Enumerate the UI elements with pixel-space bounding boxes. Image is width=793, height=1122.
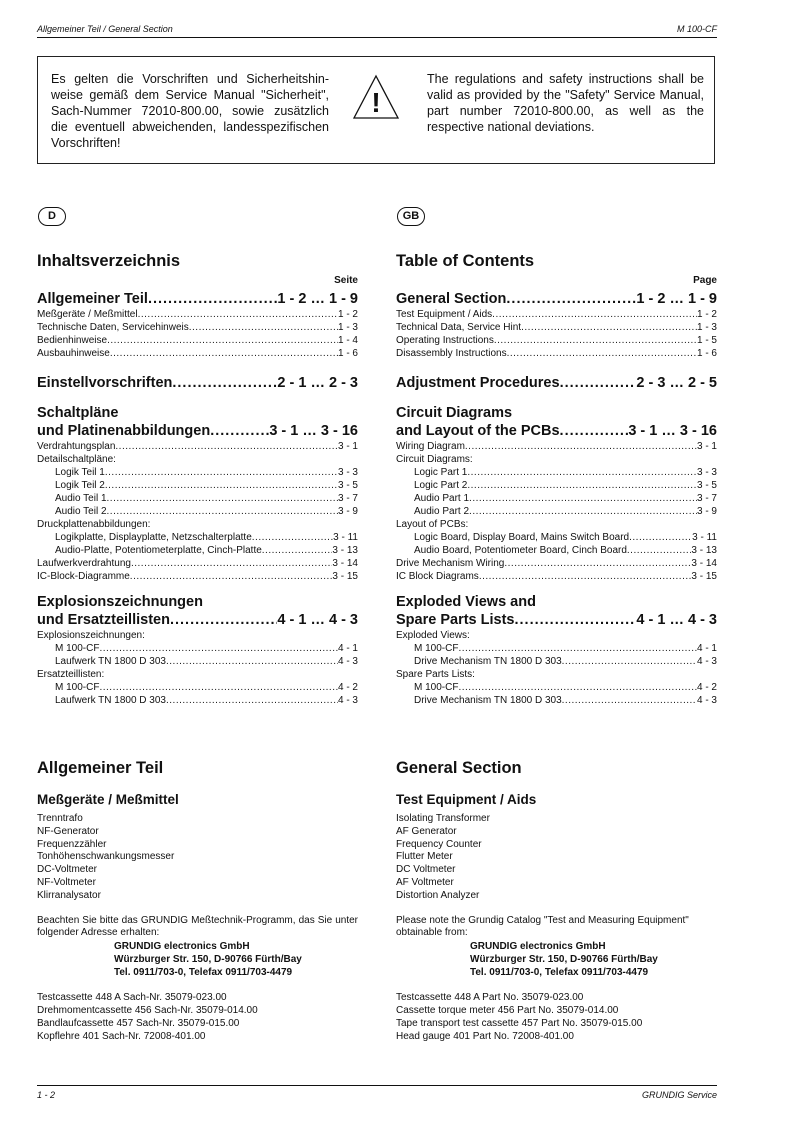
list-item: DC Voltmeter xyxy=(396,864,456,876)
footer-brand: GRUNDIG Service xyxy=(641,1090,717,1100)
toc-entry[interactable]: Audio Part 1 ..... 3 - 7 xyxy=(396,492,717,505)
toc-entry[interactable]: M 100-CF ..... 4 - 1 xyxy=(37,642,358,655)
toc-section-title: Exploded Views and xyxy=(396,594,536,610)
toc-section-title: Explosionszeichnungen xyxy=(37,594,203,610)
toc-section[interactable]: Spare Parts Lists ..... 4 - 1 … 4 - 3 xyxy=(396,611,717,629)
svg-text:!: ! xyxy=(371,87,381,118)
page-column-label: Page xyxy=(693,275,717,286)
toc-entry[interactable]: Technische Daten, Servicehinweis ..... 1 - 3 xyxy=(37,321,358,334)
toc-entry[interactable]: Audio Teil 2 ..... 3 - 9 xyxy=(37,505,358,518)
safety-text-de: Es gelten die Vorschriften und Sicherheitshinweise gemäß dem Service Manual "Sicherheit", Sach-Nummer 72010-800.00, sowie zusätzlich die eventuell abweichenden, landesspezifischen Vorschriften! xyxy=(51,72,329,150)
page-column-label: Seite xyxy=(334,275,358,286)
toc-category: Exploded Views: xyxy=(396,630,470,641)
list-item: Kopflehre 401 Sach-Nr. 72008-401.00 xyxy=(37,1030,206,1042)
toc-entry[interactable]: M 100-CF ..... 4 - 2 xyxy=(37,681,358,694)
toc-entry[interactable]: Operating Instructions ..... 1 - 5 xyxy=(396,334,717,347)
toc-title: Inhaltsverzeichnis xyxy=(37,252,181,270)
list-item: Testcassette 448 A Sach-Nr. 35079-023.00 xyxy=(37,992,227,1004)
general-section-en xyxy=(396,759,717,1043)
toc-entry[interactable]: Audio Teil 1 ..... 3 - 7 xyxy=(37,492,358,505)
toc-section[interactable]: Adjustment Procedures ..... 2 - 3 … 2 - 5 xyxy=(396,374,717,392)
section-title: General Section xyxy=(396,759,522,777)
toc-entry[interactable]: Test Equipment / Aids ..... 1 - 2 xyxy=(396,308,717,321)
toc-entry[interactable]: M 100-CF ..... 4 - 2 xyxy=(396,681,717,694)
toc-section[interactable]: Allgemeiner Teil ..... 1 - 2 … 1 - 9 xyxy=(37,290,358,308)
toc-column-de xyxy=(37,252,358,707)
catalog-note: Beachten Sie bitte das GRUNDIG Meßtechnik-Programm, das Sie unter folgender Adresse erhalten: xyxy=(37,914,358,939)
language-badge-de: D xyxy=(38,207,66,226)
toc-entry[interactable]: IC-Block-Diagramme ..... 3 - 15 xyxy=(37,570,358,583)
list-item: Frequenzzähler xyxy=(37,838,107,850)
toc-section[interactable]: and Layout of the PCBs ..... 3 - 1 … 3 - 16 xyxy=(396,422,717,440)
toc-category: Druckplattenabbildungen: xyxy=(37,519,151,530)
list-item: NF-Generator xyxy=(37,825,99,837)
toc-entry[interactable]: Laufwerkverdrahtung ..... 3 - 14 xyxy=(37,557,358,570)
address-line: Würzburger Str. 150, D-90766 Fürth/Bay xyxy=(470,954,658,966)
list-item: Tonhöhenschwankungsmesser xyxy=(37,851,175,863)
toc-entry[interactable]: Disassembly Instructions ..... 1 - 6 xyxy=(396,347,717,360)
equipment-list xyxy=(396,813,717,903)
toc-category: Detailschaltpläne: xyxy=(37,454,116,465)
test-parts-list xyxy=(37,992,358,1043)
toc-entry[interactable]: Meßgeräte / Meßmittel ..... 1 - 2 xyxy=(37,308,358,321)
toc-title: Table of Contents xyxy=(396,252,535,270)
section-title: Allgemeiner Teil xyxy=(37,759,164,777)
toc-section[interactable]: Einstellvorschriften ..... 2 - 1 … 2 - 3 xyxy=(37,374,358,392)
toc-entry[interactable]: Audio-Platte, Potentiometerplatte, Cinch-Platte ..... 3 - 13 xyxy=(37,544,358,557)
header-right: M 100-CF xyxy=(676,24,717,34)
address-line: Tel. 0911/703-0, Telefax 0911/703-4479 xyxy=(114,967,293,979)
list-item: Bandlaufcassette 457 Sach-Nr. 35079-015.00 xyxy=(37,1017,240,1029)
list-item: AF Generator xyxy=(396,825,457,837)
toc-category: Layout of PCBs: xyxy=(396,519,469,530)
test-parts-list xyxy=(396,992,717,1043)
list-item: Testcassette 448 A Part No. 35079-023.00 xyxy=(396,992,584,1004)
toc-entry[interactable]: Bedienhinweise ..... 1 - 4 xyxy=(37,334,358,347)
address-block xyxy=(37,940,358,979)
toc-entry[interactable]: Drive Mechanism TN 1800 D 303 ..... 4 - 3 xyxy=(396,655,717,668)
toc-entry[interactable]: Logikplatte, Displayplatte, Netzschalterplatte ..... 3 - 11 xyxy=(37,531,358,544)
toc-entry[interactable]: Laufwerk TN 1800 D 303 ..... 4 - 3 xyxy=(37,694,358,707)
general-section-de xyxy=(37,759,358,1043)
list-item: NF-Voltmeter xyxy=(37,876,96,888)
toc-section[interactable]: General Section ..... 1 - 2 … 1 - 9 xyxy=(396,290,717,308)
list-item: Frequency Counter xyxy=(396,838,482,850)
list-item: AF Voltmeter xyxy=(396,876,454,888)
toc-entry[interactable]: IC Block Diagrams ..... 3 - 15 xyxy=(396,570,717,583)
toc-entry[interactable]: Audio Board, Potentiometer Board, Cinch Board ..... 3 - 13 xyxy=(396,544,717,557)
language-badge-gb: GB xyxy=(397,207,425,226)
toc-entry[interactable]: Logik Teil 2 ..... 3 - 5 xyxy=(37,479,358,492)
toc-section-title: Circuit Diagrams xyxy=(396,405,513,421)
toc-entry[interactable]: Drive Mechanism TN 1800 D 303 ..... 4 - 3 xyxy=(396,694,717,707)
address-line: GRUNDIG electronics GmbH xyxy=(470,941,606,953)
list-item: DC-Voltmeter xyxy=(37,864,98,876)
address-line: Würzburger Str. 150, D-90766 Fürth/Bay xyxy=(114,954,302,966)
subsection-title: Meßgeräte / Meßmittel xyxy=(37,792,179,807)
list-item: Klirranalysator xyxy=(37,889,101,901)
equipment-list xyxy=(37,813,358,903)
footer-rule xyxy=(37,1085,717,1086)
toc-section[interactable]: und Platinenabbildungen ..... 3 - 1 … 3 - 16 xyxy=(37,422,358,440)
toc-entry[interactable]: Drive Mechanism Wiring ..... 3 - 14 xyxy=(396,557,717,570)
toc-entry[interactable]: Logic Board, Display Board, Mains Switch Board ..... 3 - 11 xyxy=(396,531,717,544)
list-item: Trenntrafo xyxy=(37,813,83,824)
address-block xyxy=(396,940,717,979)
toc-entry[interactable]: Laufwerk TN 1800 D 303 ..... 4 - 3 xyxy=(37,655,358,668)
page-number: 1 - 2 xyxy=(37,1090,56,1100)
header-left: Allgemeiner Teil / General Section xyxy=(37,24,173,34)
toc-entry[interactable]: Logic Part 2 ..... 3 - 5 xyxy=(396,479,717,492)
toc-category: Explosionszeichnungen: xyxy=(37,630,145,641)
toc-entry[interactable]: Technical Data, Service Hint ..... 1 - 3 xyxy=(396,321,717,334)
list-item: Drehmomentcassette 456 Sach-Nr. 35079-014.00 xyxy=(37,1004,258,1016)
list-item: Flutter Meter xyxy=(396,851,453,863)
toc-category: Circuit Diagrams: xyxy=(396,454,473,465)
header-rule xyxy=(37,37,717,38)
toc-category: Spare Parts Lists: xyxy=(396,669,475,680)
address-line: Tel. 0911/703-0, Telefax 0911/703-4479 xyxy=(470,967,649,979)
toc-entry[interactable]: Logik Teil 1 ..... 3 - 3 xyxy=(37,466,358,479)
toc-column-en xyxy=(396,252,717,707)
toc-entry[interactable]: Verdrahtungsplan ..... 3 - 1 xyxy=(37,440,358,453)
toc-section[interactable]: und Ersatzteillisten ..... 4 - 1 … 4 - 3 xyxy=(37,611,358,629)
toc-section-title: Schaltpläne xyxy=(37,405,119,421)
toc-entry[interactable]: Audio Part 2 ..... 3 - 9 xyxy=(396,505,717,518)
address-line: GRUNDIG electronics GmbH xyxy=(114,941,250,953)
toc-entry[interactable]: M 100-CF ..... 4 - 1 xyxy=(396,642,717,655)
catalog-note: Please note the Grundig Catalog "Test and Measuring Equipment" obtainable from: xyxy=(396,914,689,939)
list-item: Tape transport test cassette 457 Part No. 35079-015.00 xyxy=(396,1017,643,1029)
list-item: Head gauge 401 Part No. 72008-401.00 xyxy=(396,1030,574,1042)
toc-category: Ersatzteillisten: xyxy=(37,669,105,680)
warning-triangle-icon xyxy=(352,74,400,120)
list-item: Distortion Analyzer xyxy=(396,889,480,901)
subsection-title: Test Equipment / Aids xyxy=(396,792,537,807)
list-item: Cassette torque meter 456 Part No. 35079-014.00 xyxy=(396,1004,619,1016)
toc-entry[interactable]: Logic Part 1 ..... 3 - 3 xyxy=(396,466,717,479)
list-item: Isolating Transformer xyxy=(396,813,490,824)
toc-entry[interactable]: Ausbauhinweise ..... 1 - 6 xyxy=(37,347,358,360)
safety-text-en: The regulations and safety instructions shall be valid as provided by the "Safety" Service Manual, part number 72010-800.00, as well as the respective national deviations. xyxy=(427,72,704,134)
toc-entry[interactable]: Wiring Diagram ..... 3 - 1 xyxy=(396,440,717,453)
